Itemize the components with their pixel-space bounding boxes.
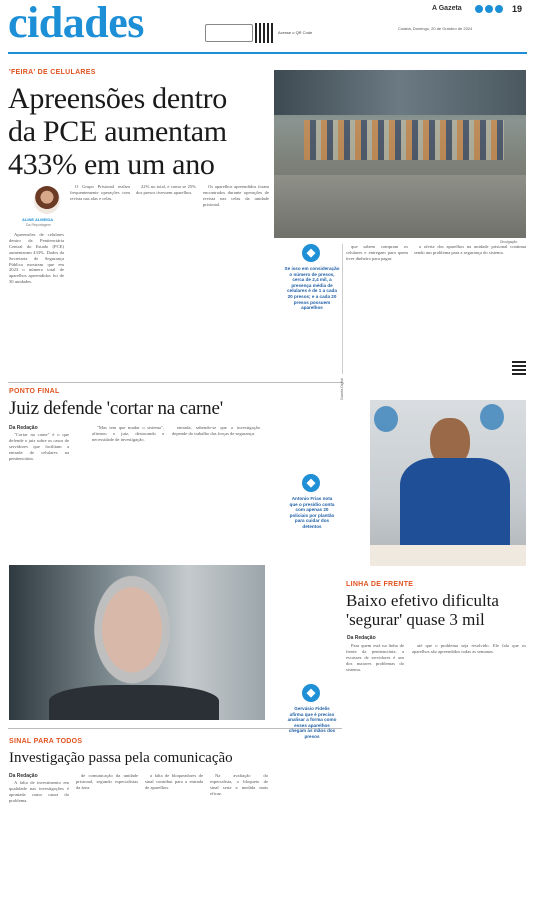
photo-officer xyxy=(370,400,526,566)
photo-prison-yard xyxy=(274,70,526,238)
story3-byline: Da Redação xyxy=(347,635,376,641)
photo3-credit: Gazeta Digital xyxy=(340,378,344,400)
story1-headline-line2: da PCE aumentam xyxy=(8,115,227,148)
story1-col1: Apreensões de celulares dentro da Penitenciária Central do Estado (PCE) aumentaram 433%. Dados da Secretaria de Segurança Pública mostram que em 2023 o número total de aparelhos apreendidos foi de 30 unidades. xyxy=(9,232,64,285)
author-avatar xyxy=(34,186,60,214)
quote-badge-icon: ◆ xyxy=(302,244,320,262)
paper-name: A Gazeta xyxy=(432,5,462,12)
story4-col2: de comunicação da unidade prisional, segundo especialistas da área. xyxy=(76,773,138,790)
story3-pullquote: Antonio Frias nota que o presídio conta com apenas 20 policiais por plantão para cuidar dos detentos xyxy=(289,496,335,529)
story4-kicker: SINAL PARA TODOS xyxy=(9,738,83,745)
story1-col2: 22% no total, e como se 25% dos presos tivessem aparelhos. xyxy=(136,184,196,195)
story2-headline: Juiz defende 'cortar na carne' xyxy=(9,398,223,419)
social-icons xyxy=(475,5,503,13)
date-line: Cuiabá, Domingo, 20 de Outubro de 2024 xyxy=(398,26,473,31)
photo-judge xyxy=(9,565,265,720)
story3-kicker: LINHA DE FRENTE xyxy=(346,581,414,588)
story4-pullquote: Gervásio Fidelis afirma que é preciso analisar a forma como esses aparelhos chegam às mãos dos presos xyxy=(287,706,337,739)
story1-col5: que sabem compram os celulares e entregam para quem tiver dinheiro para pagar. xyxy=(346,244,408,261)
story2-kicker: PONTO FINAL xyxy=(9,388,60,395)
page-number: 19 xyxy=(512,4,523,14)
story4-byline: Da Redação xyxy=(9,773,38,779)
story1-col4: O Grupo Prisional realiza frequentemente operações com revista nas alas e celas. xyxy=(70,184,130,201)
story4-col1: A falta de investimento em qualidade nas investigações é apontada como causa do problema. xyxy=(9,780,69,803)
story1-pullquote: Se isso em consideração o número de presos, cerca de 2,4 mil, a presença média de celulares é de 1 a cada 20 presos; e a cada 20 presos possuem aparelhos xyxy=(284,266,340,311)
quote-badge-icon: ◆ xyxy=(302,474,320,492)
story3-headline-line1: Baixo efetivo dificulta xyxy=(346,591,499,610)
story3-headline xyxy=(346,592,528,629)
story1-col3: Os aparelhos apreendidos foram encontrados durante operações de revista nas celas da unidade prisional. xyxy=(203,184,269,207)
author-role: Da Reportagem xyxy=(26,223,51,227)
author-name: ALINE ALMEIDA xyxy=(22,217,54,222)
story2-col3: entrada, sabendo-se que a investigação depende do trabalho das forças de segurança. xyxy=(172,425,260,436)
section-title: cidades xyxy=(8,0,144,47)
masthead-rule xyxy=(8,52,527,54)
promo-block xyxy=(205,24,253,42)
photo1-credit: Divulgação xyxy=(500,240,518,244)
twitter-icon xyxy=(495,5,503,13)
story2-col1: "Cortar na carne" é o que defende o juiz sobre os casos de servidores que facilitam a entrada de celulares na penitenciária. xyxy=(9,432,69,461)
story1-kicker: 'FEIRA' DE CELULARES xyxy=(9,69,96,76)
story3-col1: Para quem está na linha de frente da penitenciária, a escassez de servidores é um dos maiores problemas do sistema. xyxy=(346,643,404,672)
quote-badge-icon: ◆ xyxy=(302,684,320,702)
story4-col3: a falta de bloqueadores de sinal contribui para a entrada de aparelhos. xyxy=(145,773,203,790)
story1-col6: a oferta dos aparelhos na unidade prisional continua sendo um problema para a segurança do sistema. xyxy=(414,244,526,255)
qr-code-icon xyxy=(255,23,275,43)
story2-col2: "Mas tem que mudar o sistema", afirmou o juiz, destacando a necessidade de investigação. xyxy=(92,425,164,442)
instagram-icon xyxy=(475,5,483,13)
promo-text: Acesse o QR Code xyxy=(278,30,313,35)
story4-col4: Na avaliação do especialista, o bloqueio de sinal seria a medida mais eficaz. xyxy=(210,773,268,796)
story1-headline-line1: Apreensões dentro xyxy=(8,82,227,115)
story3-col2: até que o problema seja resolvido. Ele fala que os aparelhos são apreendidos todas as semanas. xyxy=(412,643,526,654)
story1-headline xyxy=(8,82,268,181)
story1-headline-line3: 433% em um ano xyxy=(8,148,215,181)
story1-qr-icon xyxy=(512,361,526,375)
story2-byline: Da Redação xyxy=(9,425,38,431)
story3-headline-line2: 'segurar' quase 3 mil xyxy=(346,609,485,629)
facebook-icon xyxy=(485,5,493,13)
story4-headline: Investigação passa pela comunicação xyxy=(9,750,233,766)
